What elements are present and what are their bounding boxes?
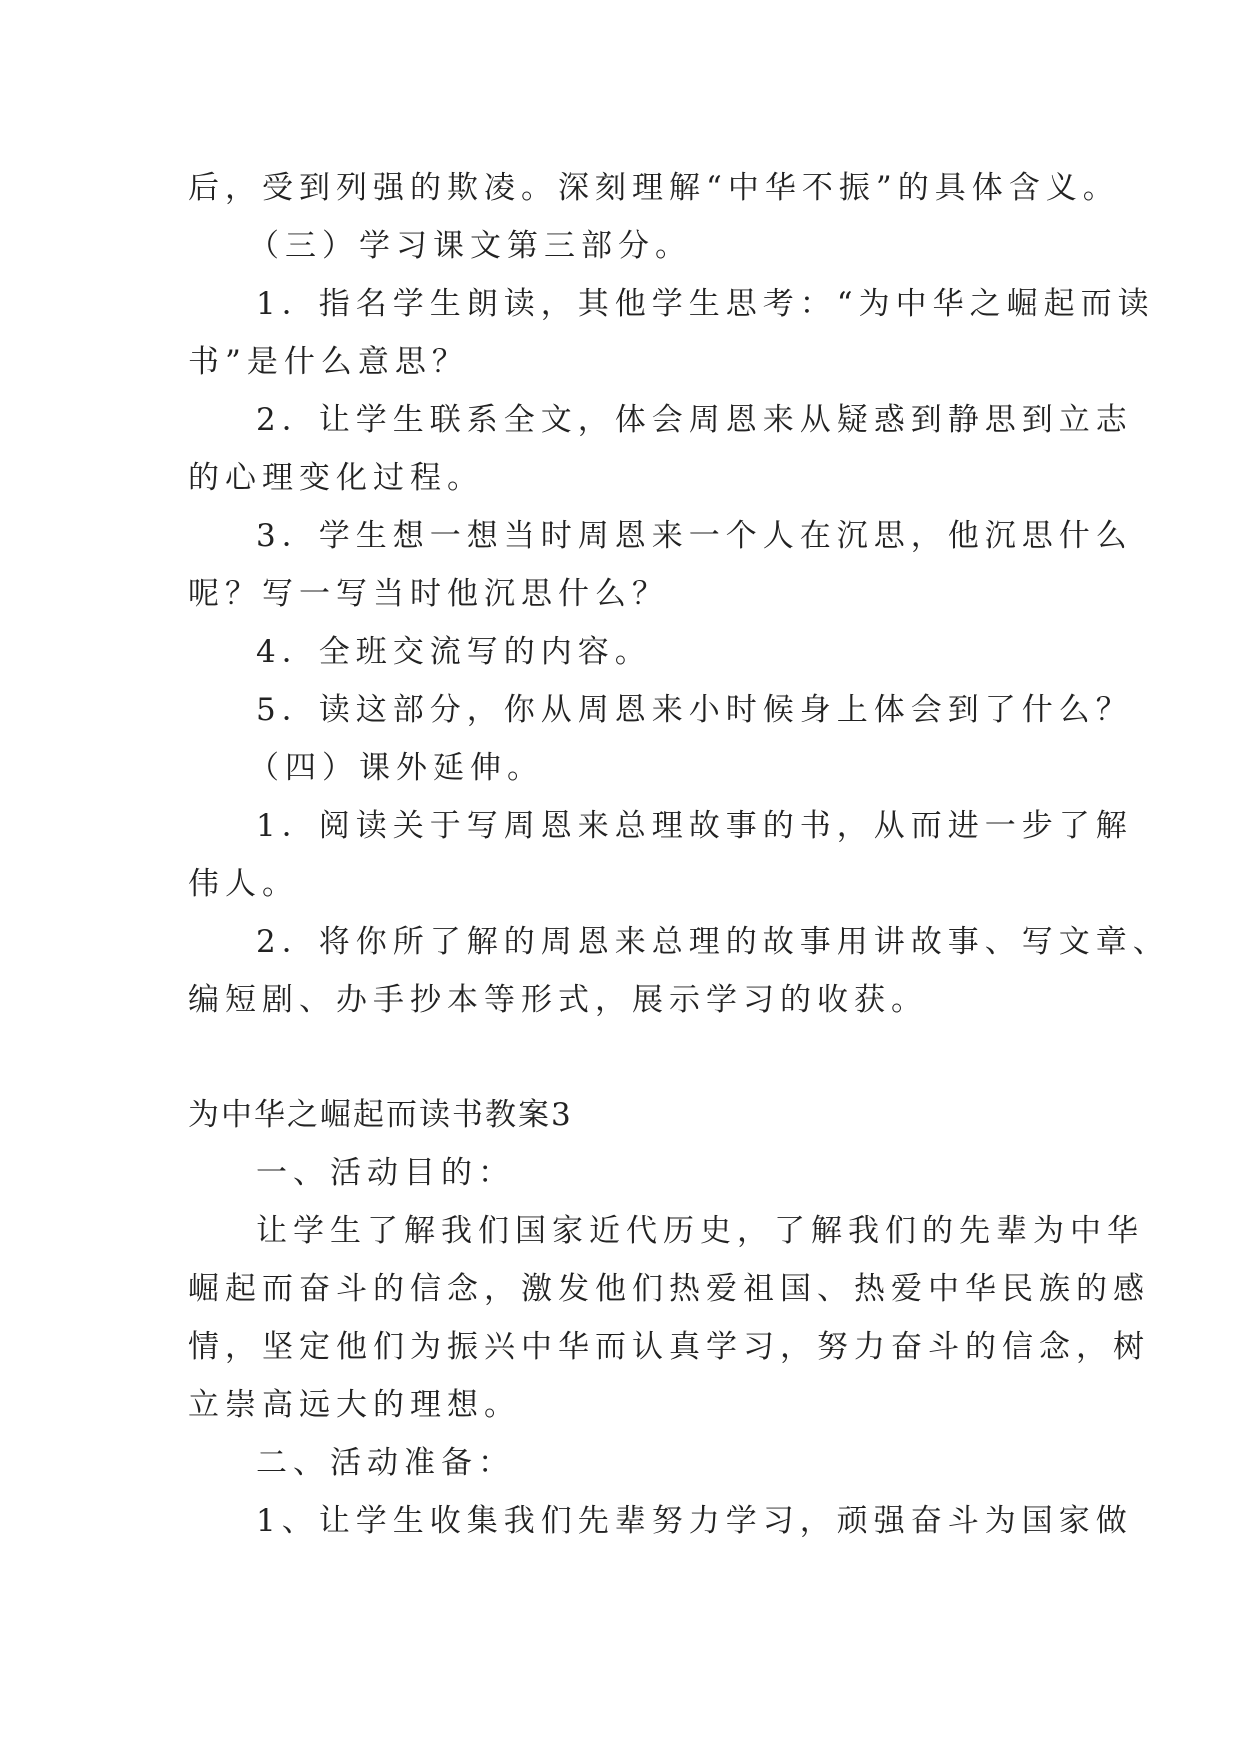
list-item: 2．将你所了解的周恩来总理的故事用讲故事、写文章、 — [256, 924, 1170, 960]
paragraph-line: 书”是什么意思？ — [188, 344, 469, 380]
paragraph-line: 崛起而奋斗的信念，激发他们热爱祖国、热爱中华民族的感 — [188, 1271, 1150, 1307]
section-heading: （四）课外延伸。 — [248, 750, 544, 786]
document-title: 为中华之崛起而读书教案3 — [188, 1097, 573, 1133]
paragraph-line: 呢？写一写当时他沉思什么？ — [188, 576, 669, 612]
paragraph-line: 编短剧、办手抄本等形式，展示学习的收获。 — [188, 982, 928, 1018]
section-heading: （三）学习课文第三部分。 — [248, 228, 692, 264]
section-heading: 一、活动目的： — [256, 1155, 515, 1191]
list-item: 1．指名学生朗读，其他学生思考：“为中华之崛起而读 — [256, 286, 1155, 322]
paragraph-line: 让学生了解我们国家近代历史，了解我们的先辈为中华 — [256, 1213, 1144, 1249]
list-item: 2．让学生联系全文，体会周恩来从疑惑到静思到立志 — [256, 402, 1133, 438]
list-item: 5．读这部分，你从周恩来小时候身上体会到了什么？ — [256, 692, 1133, 728]
paragraph-line: 后，受到列强的欺凌。深刻理解“中华不振”的具体含义。 — [188, 170, 1120, 206]
section-heading: 二、活动准备： — [256, 1445, 515, 1481]
paragraph-line: 情，坚定他们为振兴中华而认真学习，努力奋斗的信念，树 — [188, 1329, 1150, 1365]
list-item: 1、让学生收集我们先辈努力学习，顽强奋斗为国家做 — [256, 1503, 1133, 1539]
list-item: 4．全班交流写的内容。 — [256, 634, 652, 670]
list-item: 1．阅读关于写周恩来总理故事的书，从而进一步了解 — [256, 808, 1133, 844]
paragraph-line: 的心理变化过程。 — [188, 460, 484, 496]
paragraph-line: 立崇高远大的理想。 — [188, 1387, 521, 1423]
paragraph-line: 伟人。 — [188, 866, 299, 902]
list-item: 3．学生想一想当时周恩来一个人在沉思，他沉思什么 — [256, 518, 1133, 554]
